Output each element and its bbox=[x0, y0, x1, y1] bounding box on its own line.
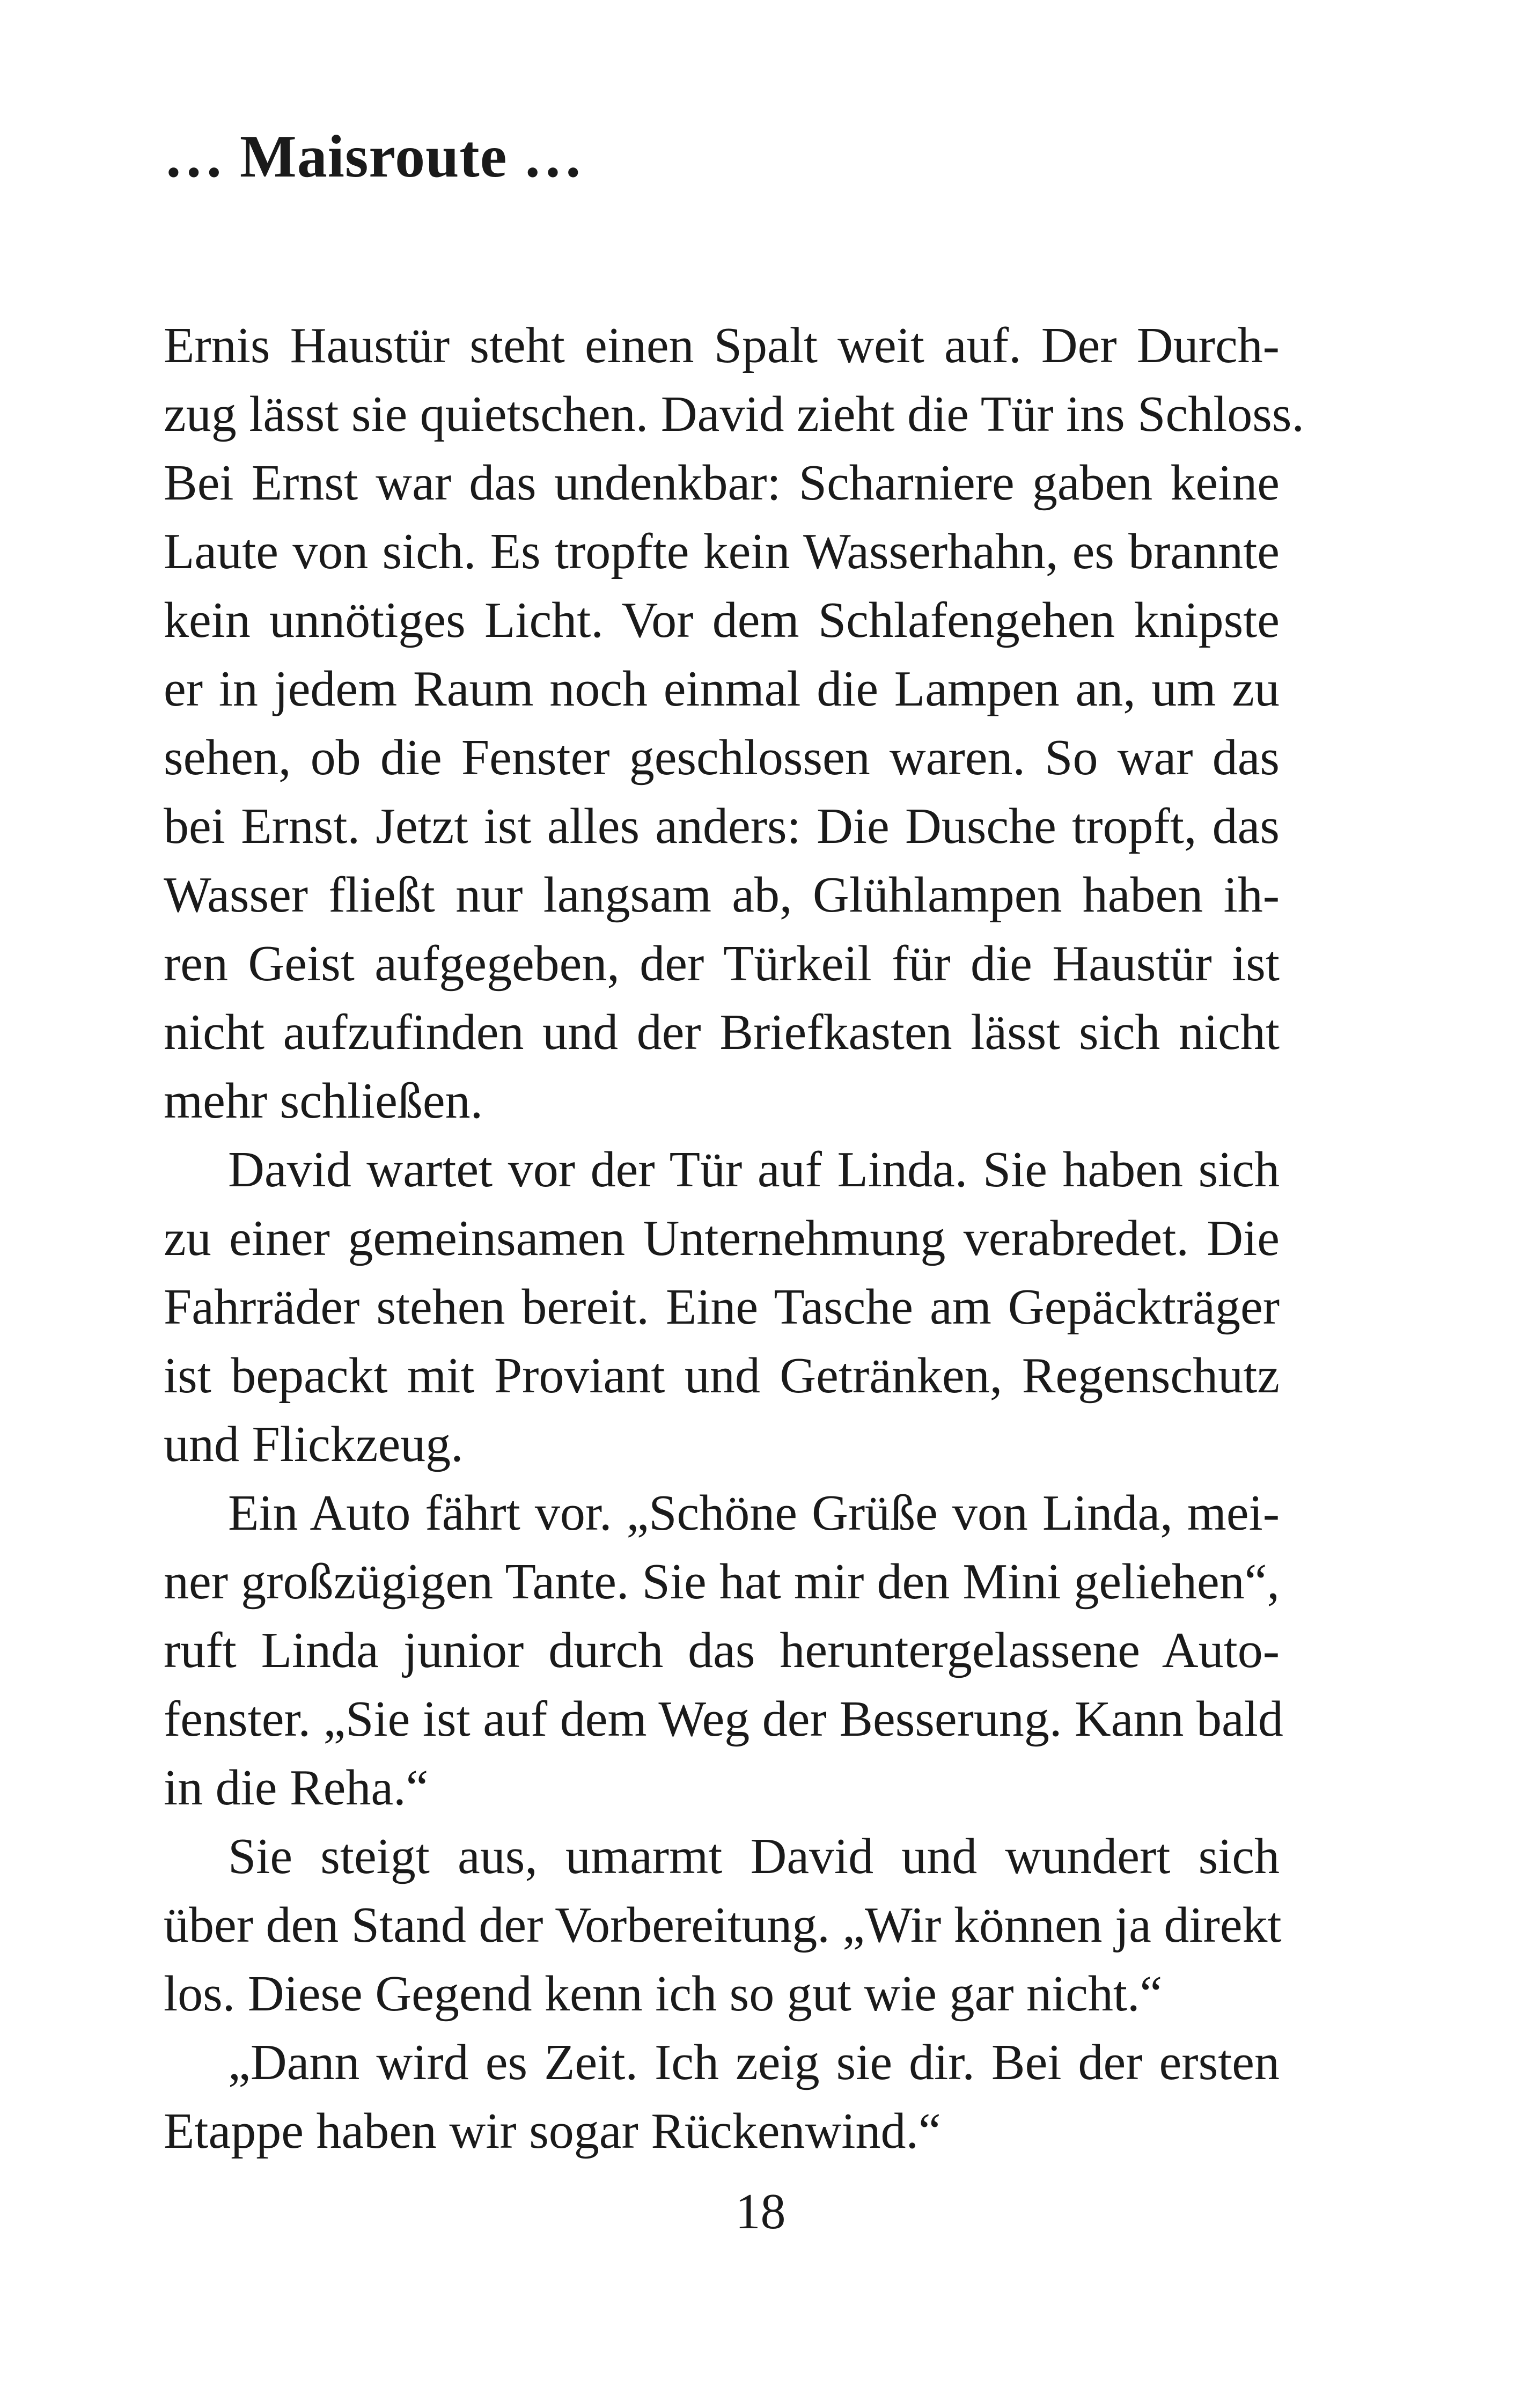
chapter-title: … Maisroute … bbox=[164, 123, 584, 190]
text-line: Sie steigt aus, umarmt David und wundert sich bbox=[228, 1829, 1280, 1884]
text-line: sehen, ob die Fenster geschlossen waren. So war das bbox=[164, 730, 1280, 785]
text-line: mehr schließen. bbox=[164, 1073, 483, 1129]
text-line: Laute von sich. Es tropfte kein Wasserhahn, es brannte bbox=[164, 524, 1280, 579]
text-line: Etappe haben wir sogar Rückenwind.“ bbox=[164, 2103, 941, 2159]
text-line: „Dann wird es Zeit. Ich zeig sie dir. Bei der ersten bbox=[228, 2035, 1280, 2090]
text-line: nicht aufzufinden und der Briefkasten lässt sich nicht bbox=[164, 1004, 1280, 1060]
text-line: kein unnötiges Licht. Vor dem Schlafengehen knipste bbox=[164, 592, 1280, 648]
text-line: Wasser fließt nur langsam ab, Glühlampen haben ih- bbox=[164, 867, 1280, 923]
paragraph bbox=[164, 311, 1304, 1135]
text-line: in die Reha.“ bbox=[164, 1760, 429, 1816]
text-line: und Flickzeug. bbox=[164, 1416, 464, 1472]
text-line: Ein Auto fährt vor. „Schöne Grüße von Linda, mei- bbox=[228, 1485, 1280, 1541]
text-line: fenster. „Sie ist auf dem Weg der Besserung. Kann bald bbox=[164, 1691, 1283, 1747]
text-line: er in jedem Raum noch einmal die Lampen an, um zu bbox=[164, 661, 1280, 717]
text-line: über den Stand der Vorbereitung. „Wir können ja direkt bbox=[164, 1897, 1282, 1953]
page-number: 18 bbox=[735, 2184, 786, 2240]
text-line: David wartet vor der Tür auf Linda. Sie haben sich bbox=[228, 1142, 1280, 1198]
text-line: Ernis Haustür steht einen Spalt weit auf. Der Durch- bbox=[164, 318, 1280, 373]
paragraph bbox=[164, 2028, 1280, 2165]
text-line: los. Diese Gegend kenn ich so gut wie gar nicht.“ bbox=[164, 1966, 1163, 2022]
paragraph bbox=[164, 1822, 1280, 2028]
text-line: ist bepackt mit Proviant und Getränken, Regenschutz bbox=[164, 1348, 1280, 1404]
text-line: bei Ernst. Jetzt ist alles anders: Die Dusche tropft, das bbox=[164, 798, 1280, 854]
text-line: zu einer gemeinsamen Unternehmung verabredet. Die bbox=[164, 1210, 1280, 1266]
paragraph bbox=[164, 1135, 1280, 1479]
text-line: ner großzügigen Tante. Sie hat mir den Mini geliehen“, bbox=[164, 1554, 1280, 1610]
text-line: ren Geist aufgegeben, der Türkeil für die Haustür ist bbox=[164, 936, 1280, 992]
text-line: zug lässt sie quietschen. David zieht die Tür ins Schloss. bbox=[164, 386, 1304, 442]
text-line: ruft Linda junior durch das heruntergelassene Auto- bbox=[164, 1623, 1280, 1678]
body-text bbox=[164, 311, 1304, 2165]
text-line: Bei Ernst war das undenkbar: Scharniere gaben keine bbox=[164, 455, 1280, 511]
paragraph bbox=[164, 1479, 1283, 1822]
text-line: Fahrräder stehen bereit. Eine Tasche am Gepäckträger bbox=[164, 1279, 1280, 1335]
